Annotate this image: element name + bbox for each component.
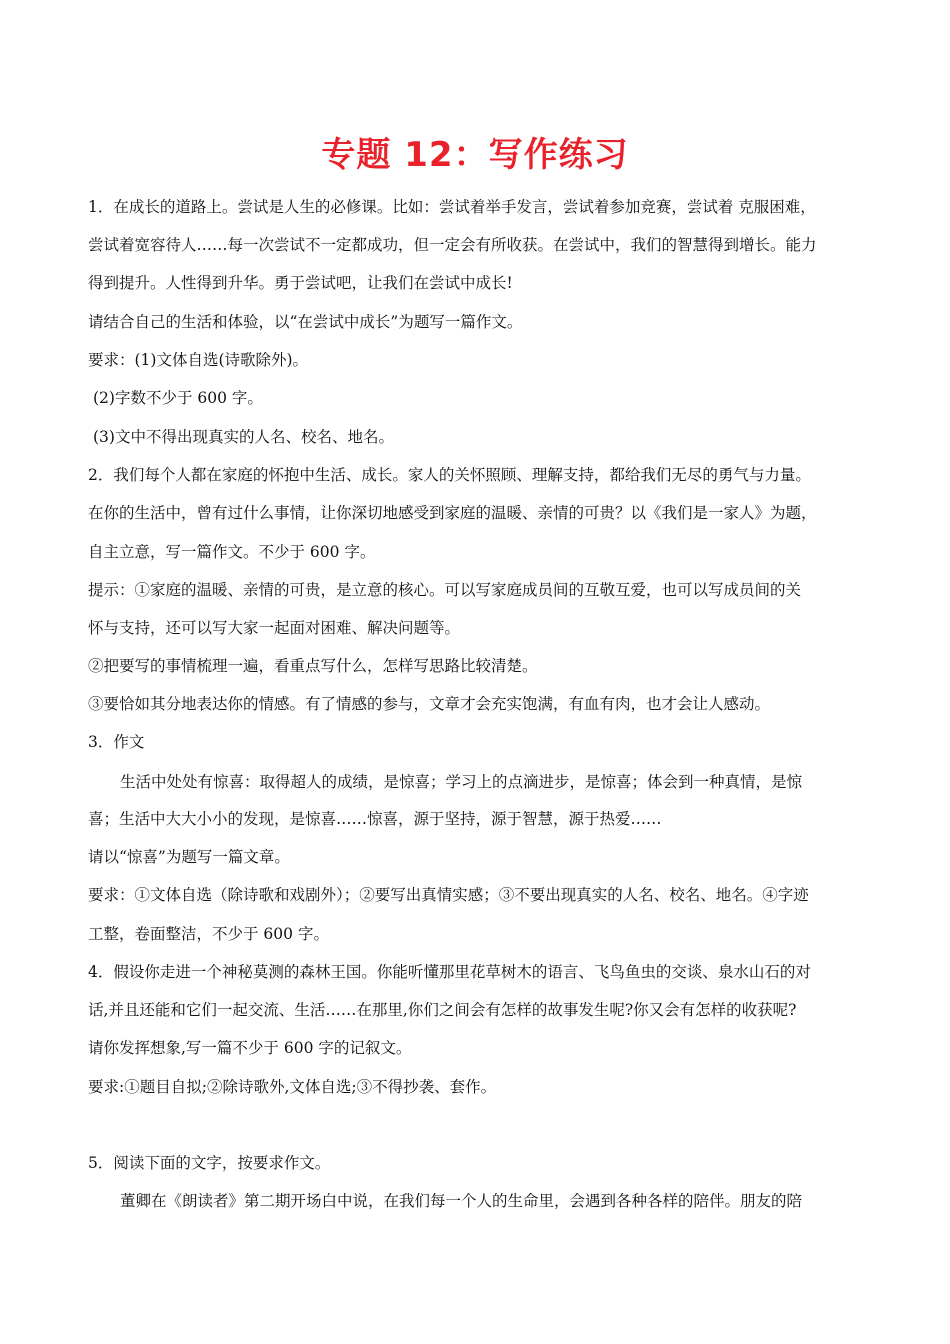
text-line: 请你发挥想象,写一篇不少于 600 字的记叙文。: [88, 1039, 412, 1057]
text-line: (3)文中不得出现真实的人名、校名、地名。: [93, 428, 394, 446]
text-line: 请结合自己的生活和体验，以“在尝试中成长”为题写一篇作文。: [88, 313, 523, 331]
text-line: 要求：(1)文体自选(诗歌除外)。: [88, 351, 309, 369]
text-line: 在你的生活中，曾有过什么事情，让你深切地感受到家庭的温暖、亲情的可贵？以《我们是一家人》为题，: [88, 504, 817, 522]
text-line: 要求:①题目自拟;②除诗歌外,文体自选;③不得抄袭、套作。: [88, 1078, 497, 1096]
text-line: 自主立意，写一篇作文。不少于 600 字。: [88, 543, 376, 561]
text-line: 2．我们每个人都在家庭的怀抱中生活、成长。家人的关怀照顾、理解支持，都给我们无尽的勇气与力量。: [88, 466, 811, 484]
text-line: 生活中处处有惊喜：取得超人的成绩，是惊喜；学习上的点滴进步，是惊喜；体会到一种真情，是惊: [120, 773, 803, 791]
text-line: 1．在成长的道路上。尝试是人生的必修课。比如：尝试着举手发言，尝试着参加竞赛，尝试着 克服困难，: [88, 198, 816, 216]
text-line: 提示：①家庭的温暖、亲情的可贵，是立意的核心。可以写家庭成员间的互敬互爱，也可以写成员间的关: [88, 581, 802, 599]
text-line: (2)字数不少于 600 字。: [93, 389, 263, 407]
text-line: 话,并且还能和它们一起交流、生活……在那里,你们之间会有怎样的故事发生呢?你又会有怎样的收获呢?: [88, 1001, 797, 1019]
text-line: 尝试着宽容待人……每一次尝试不一定都成功，但一定会有所收获。在尝试中，我们的智慧得到增长。能力: [88, 236, 817, 254]
text-line: 5．阅读下面的文字，按要求作文。: [88, 1154, 331, 1172]
text-line: 3．作文: [88, 733, 145, 751]
text-line: 工整，卷面整洁，不少于 600 字。: [88, 925, 329, 943]
text-line: 怀与支持，还可以写大家一起面对困难、解决问题等。: [88, 619, 461, 637]
text-line: 董卿在《朗读者》第二期开场白中说，在我们每一个人的生命里，会遇到各种各样的陪伴。朋友的陪: [120, 1192, 803, 1210]
text-line: 4．假设你走进一个神秘莫测的森林王国。你能听懂那里花草树木的语言、飞鸟鱼虫的交谈、泉水山石的对: [88, 963, 811, 981]
text-line: 喜；生活中大大小小的发现，是惊喜……惊喜，源于坚持，源于智慧，源于热爱……: [88, 810, 662, 828]
text-line: 请以“惊喜”为题写一篇文章。: [88, 848, 290, 866]
text-line: ②把要写的事情梳理一遍，看重点写什么，怎样写思路比较清楚。: [88, 657, 538, 675]
text-line: 得到提升。人性得到升华。勇于尝试吧，让我们在尝试中成长!: [88, 274, 513, 292]
text-line: 要求：①文体自选（除诗歌和戏剧外）；②要写出真情实感；③不要出现真实的人名、校名、地名。④字迹: [88, 886, 809, 904]
text-line: ③要恰如其分地表达你的情感。有了情感的参与，文章才会充实饱满，有血有肉，也才会让人感动。: [88, 695, 771, 713]
page-title: 专题 12：写作练习: [321, 135, 629, 175]
